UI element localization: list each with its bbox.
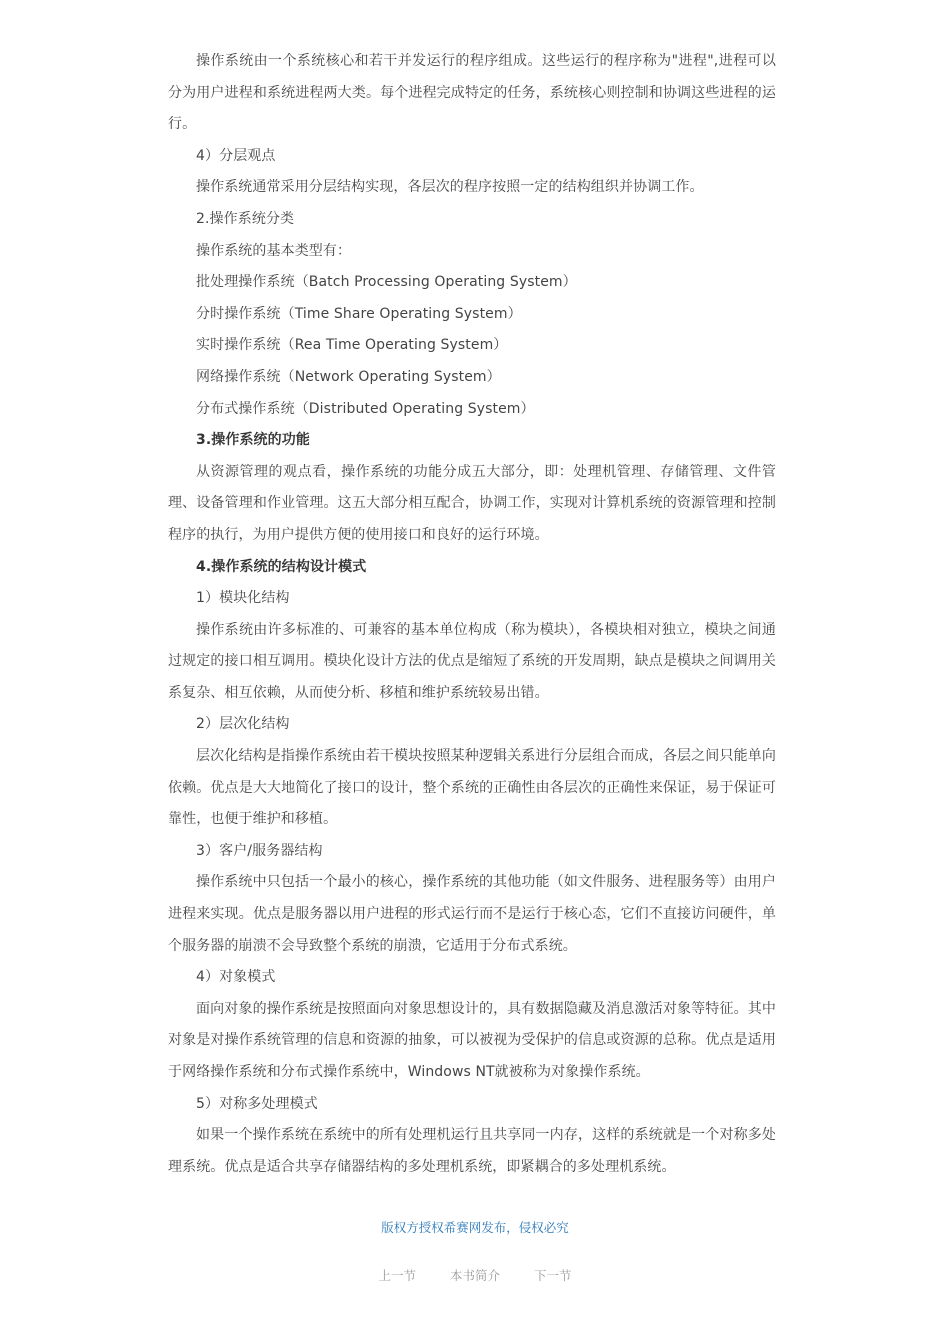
paragraph: 分时操作系统（Time Share Operating System） xyxy=(196,305,522,322)
paragraph: 1）模块化结构 xyxy=(196,590,290,607)
paragraph: 操作系统的基本类型有： xyxy=(196,242,352,259)
paragraph: 从资源管理的观点看，操作系统的功能分成五大部分，即：处理机管理、存储管理、文件管理、设备管理和作业管理。这五大部分相互配合，协调工作，实现对计算机系统的资源管理和控制程序的执行，为用户提供方便的使用接口和良好的运行环境。 xyxy=(168,463,776,543)
paragraph: 操作系统通常采用分层结构实现，各层次的程序按照一定的结构组织并协调工作。 xyxy=(196,179,704,196)
paragraph: 分布式操作系统（Distributed Operating System） xyxy=(196,400,535,417)
paragraph: 4）分层观点 xyxy=(196,147,276,164)
paragraph: 5）对称多处理模式 xyxy=(196,1095,318,1112)
paragraph: 2.操作系统分类 xyxy=(196,210,295,227)
prev-section-link[interactable]: 上一节 xyxy=(378,1268,416,1283)
article-body xyxy=(168,46,776,1183)
paragraph: 操作系统中只包括一个最小的核心，操作系统的其他功能（如文件服务、进程服务等）由用户进程来实现。优点是服务器以用户进程的形式运行而不是运行于核心态，它们不直接访问硬件，单个服务器的崩溃不会导致整个系统的崩溃，它适用于分布式系统。 xyxy=(168,874,776,954)
paragraph: 操作系统由一个系统核心和若干并发运行的程序组成。这些运行的程序称为"进程",进程可以分为用户进程和系统进程两大类。每个进程完成特定的任务，系统核心则控制和协调这些进程的运行。 xyxy=(168,53,776,133)
paragraph: 操作系统由许多标准的、可兼容的基本单位构成（称为模块），各模块相对独立，模块之间通过规定的接口相互调用。模块化设计方法的优点是缩短了系统的开发周期，缺点是模块之间调用关系复杂、相互依赖，从而使分析、移植和维护系统较易出错。 xyxy=(168,621,776,701)
book-intro-link[interactable]: 本书简介 xyxy=(449,1268,500,1283)
paragraph: 实时操作系统（Rea Time Operating System） xyxy=(196,337,508,354)
paragraph: 层次化结构是指操作系统由若干模块按照某种逻辑关系进行分层组合而成，各层之间只能单向依赖。优点是大大地简化了接口的设计，整个系统的正确性由各层次的正确性来保证，易于保证可靠性，也便于维护和移植。 xyxy=(168,748,776,828)
paragraph: 2）层次化结构 xyxy=(196,716,290,733)
paragraph: 面向对象的操作系统是按照面向对象思想设计的，具有数据隐藏及消息激活对象等特征。其中对象是对操作系统管理的信息和资源的抽象，可以被视为受保护的信息或资源的总称。优点是适用于网络操作系统和分布式操作系统中，Windows NT就被称为对象操作系统。 xyxy=(168,1000,776,1080)
section-heading: 4.操作系统的结构设计模式 xyxy=(196,558,367,575)
copyright-notice: 版权方授权希赛网发布，侵权必究 xyxy=(381,1220,569,1235)
paragraph: 4）对象模式 xyxy=(196,969,276,986)
paragraph: 3）客户/服务器结构 xyxy=(196,842,323,859)
section-heading: 3.操作系统的功能 xyxy=(196,432,310,449)
chapter-nav xyxy=(0,1266,950,1284)
paragraph: 网络操作系统（Network Operating System） xyxy=(196,368,501,385)
paragraph: 如果一个操作系统在系统中的所有处理机运行且共享同一内存，这样的系统就是一个对称多处理系统。优点是适合共享存储器结构的多处理机系统，即紧耦合的多处理机系统。 xyxy=(168,1127,776,1175)
next-section-link[interactable]: 下一节 xyxy=(534,1268,572,1283)
paragraph: 批处理操作系统（Batch Processing Operating System） xyxy=(196,274,577,291)
